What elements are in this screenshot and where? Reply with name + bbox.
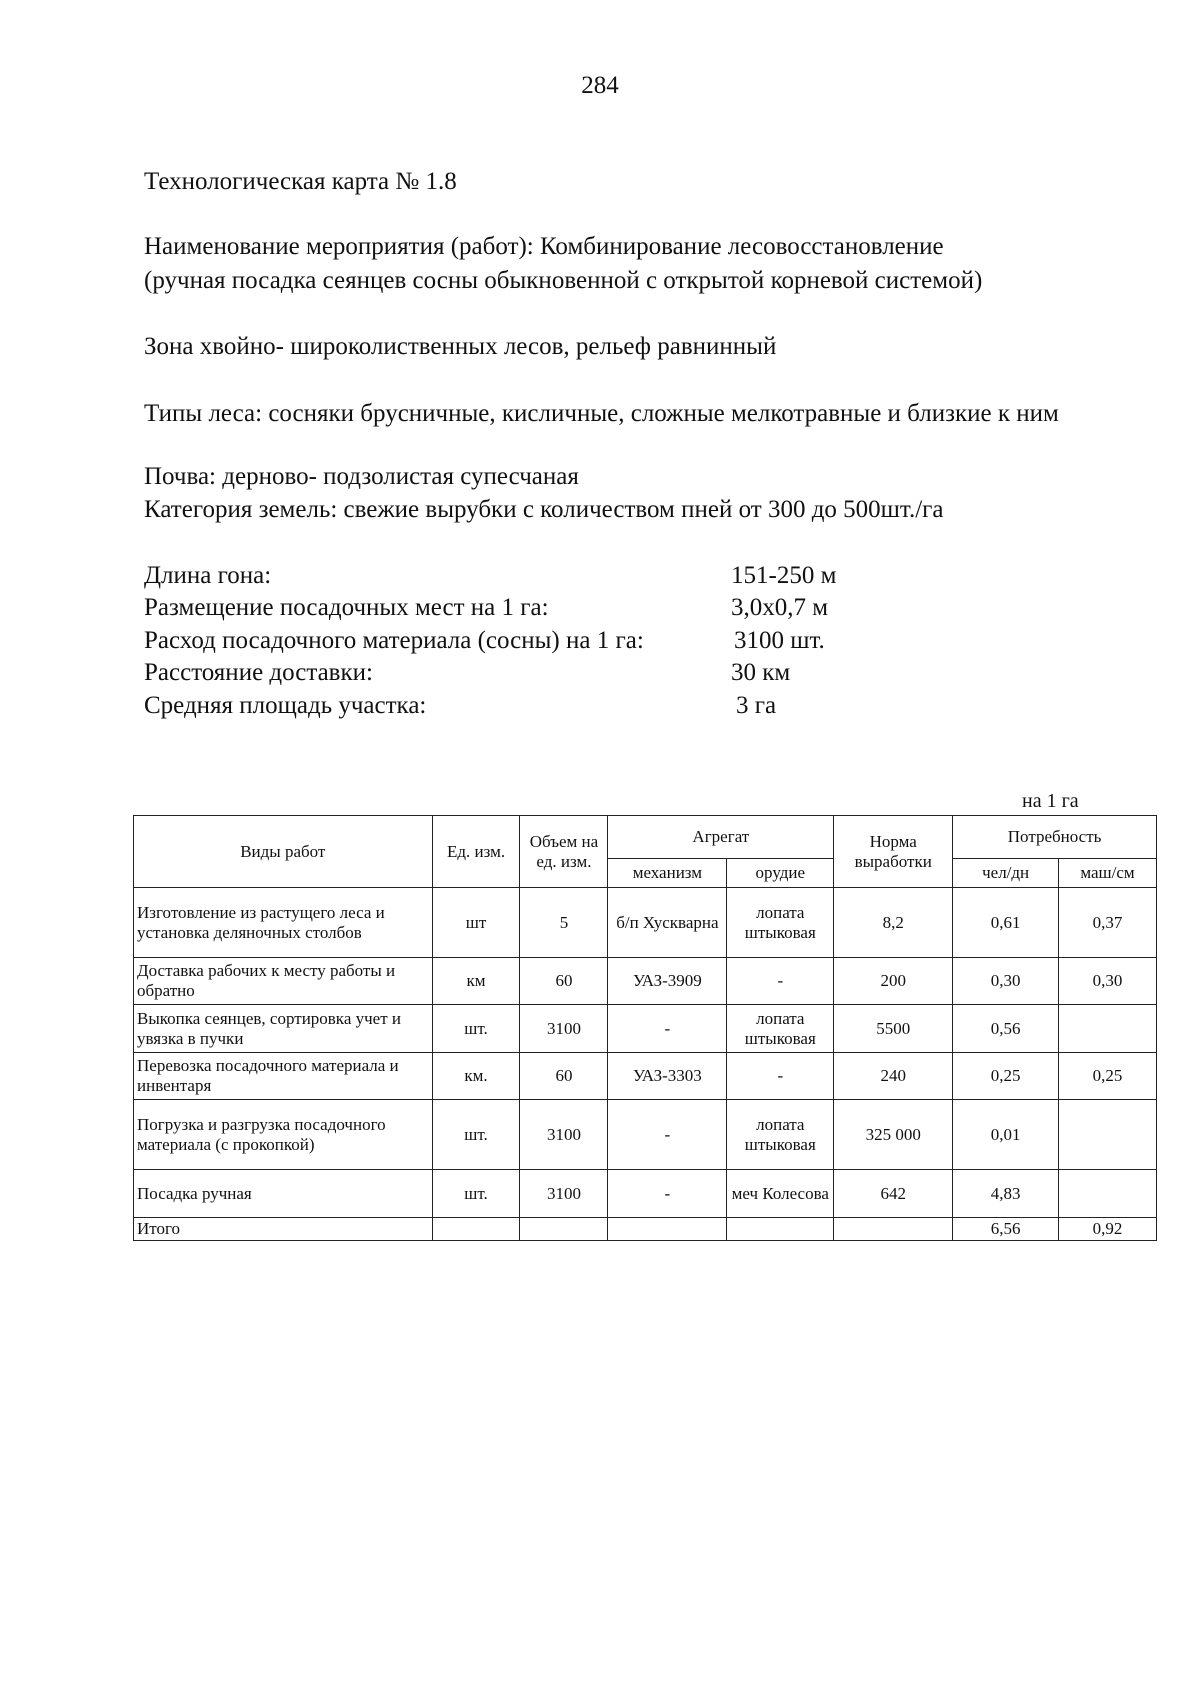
cell-empty: [727, 1218, 834, 1241]
param-value: 3,0х0,7 м: [731, 594, 829, 621]
cell-work: Доставка рабочих к месту работы и обратно: [134, 958, 433, 1005]
cell-unit: шт.: [432, 1005, 520, 1053]
header-aggregate: Агрегат: [608, 816, 834, 859]
cell-unit: шт.: [432, 1170, 520, 1218]
table-row: [134, 888, 1157, 958]
cell-mechanism: УАЗ-3303: [608, 1053, 727, 1100]
cell-norm: 5500: [834, 1005, 953, 1053]
cell-empty: [608, 1218, 727, 1241]
page-number: 284: [581, 72, 619, 99]
header-man-days: чел/дн: [953, 859, 1059, 888]
param-value: 151-250 м: [731, 562, 837, 589]
header-machine-shifts: маш/см: [1059, 859, 1157, 888]
table-row: [134, 1005, 1157, 1053]
header-norm: Норма выработки: [834, 816, 953, 888]
total-machine-shifts: 0,92: [1059, 1218, 1157, 1241]
cell-tool: меч Колесова: [727, 1170, 834, 1218]
cell-mechanism: УАЗ-3909: [608, 958, 727, 1005]
param-label: Средняя площадь участка:: [144, 692, 427, 719]
header-volume: Объем на ед. изм.: [520, 816, 608, 888]
param-label: Длина гона:: [144, 562, 272, 589]
header-need: Потребность: [953, 816, 1157, 859]
work-table: [133, 815, 1157, 1241]
total-man-days: 6,56: [953, 1218, 1059, 1241]
table-header-row: [134, 816, 1157, 859]
cell-volume: 3100: [520, 1100, 608, 1170]
cell-machine-shifts: 0,30: [1059, 958, 1157, 1005]
cell-man-days: 0,61: [953, 888, 1059, 958]
cell-man-days: 0,56: [953, 1005, 1059, 1053]
param-value: 3100 шт.: [734, 627, 825, 654]
cell-unit: шт.: [432, 1100, 520, 1170]
cell-work: Погрузка и разгрузка посадочного материала (с прокопкой): [134, 1100, 433, 1170]
cell-volume: 60: [520, 1053, 608, 1100]
param-label: Расход посадочного материала (сосны) на 1 га:: [144, 627, 644, 654]
cell-empty: [520, 1218, 608, 1241]
forest-zone: Зона хвойно- широколиственных лесов, рельеф равнинный: [144, 333, 777, 360]
cell-machine-shifts: [1059, 1100, 1157, 1170]
cell-machine-shifts: 0,25: [1059, 1053, 1157, 1100]
cell-man-days: 4,83: [953, 1170, 1059, 1218]
cell-volume: 3100: [520, 1005, 608, 1053]
cell-unit: км: [432, 958, 520, 1005]
cell-mechanism: -: [608, 1100, 727, 1170]
cell-volume: 60: [520, 958, 608, 1005]
param-label: Размещение посадочных мест на 1 га:: [144, 594, 549, 621]
cell-norm: 240: [834, 1053, 953, 1100]
cell-tool: -: [727, 1053, 834, 1100]
cell-work: Выкопка сеянцев, сортировка учет и увязка в пучки: [134, 1005, 433, 1053]
cell-tool: лопата штыковая: [727, 1005, 834, 1053]
unit-note: на 1 га: [1022, 790, 1079, 812]
header-tool: орудие: [727, 859, 834, 888]
cell-empty: [432, 1218, 520, 1241]
cell-volume: 3100: [520, 1170, 608, 1218]
cell-work: Посадка ручная: [134, 1170, 433, 1218]
table-row: [134, 1053, 1157, 1100]
cell-norm: 642: [834, 1170, 953, 1218]
cell-machine-shifts: [1059, 1005, 1157, 1053]
cell-norm: 8,2: [834, 888, 953, 958]
cell-machine-shifts: [1059, 1170, 1157, 1218]
table-total-row: [134, 1218, 1157, 1241]
cell-tool: -: [727, 958, 834, 1005]
cell-empty: [834, 1218, 953, 1241]
header-work-types: Виды работ: [134, 816, 433, 888]
header-mechanism: механизм: [608, 859, 727, 888]
cell-mechanism: -: [608, 1170, 727, 1218]
measure-name-line-1: Наименование мероприятия (работ): Комбинирование лесовосстановление: [144, 233, 944, 260]
document-title: Технологическая карта № 1.8: [144, 168, 457, 195]
cell-tool: лопата штыковая: [727, 888, 834, 958]
cell-man-days: 0,01: [953, 1100, 1059, 1170]
cell-volume: 5: [520, 888, 608, 958]
cell-unit: шт: [432, 888, 520, 958]
table-row: [134, 1100, 1157, 1170]
cell-man-days: 0,25: [953, 1053, 1059, 1100]
land-category: Категория земель: свежие вырубки с количеством пней от 300 до 500шт./га: [144, 496, 944, 523]
cell-mechanism: -: [608, 1005, 727, 1053]
cell-man-days: 0,30: [953, 958, 1059, 1005]
cell-work: Изготовление из растущего леса и установка деляночных столбов: [134, 888, 433, 958]
cell-machine-shifts: 0,37: [1059, 888, 1157, 958]
param-value: 3 га: [736, 692, 777, 719]
soil: Почва: дерново- подзолистая супесчаная: [144, 463, 579, 490]
cell-work: Перевозка посадочного материала и инвентаря: [134, 1053, 433, 1100]
header-unit: Ед. изм.: [432, 816, 520, 888]
cell-mechanism: б/п Хускварна: [608, 888, 727, 958]
cell-norm: 325 000: [834, 1100, 953, 1170]
table-row: [134, 1170, 1157, 1218]
forest-types: Типы леса: сосняки брусничные, кисличные, сложные мелкотравные и близкие к ним: [144, 400, 1059, 427]
param-value: 30 км: [731, 659, 791, 686]
cell-unit: км.: [432, 1053, 520, 1100]
param-label: Расстояние доставки:: [144, 659, 373, 686]
cell-tool: лопата штыковая: [727, 1100, 834, 1170]
cell-norm: 200: [834, 958, 953, 1005]
measure-name-line-2: (ручная посадка сеянцев сосны обыкновенной с открытой корневой системой): [144, 267, 983, 294]
total-label: Итого: [134, 1218, 433, 1241]
table-row: [134, 958, 1157, 1005]
